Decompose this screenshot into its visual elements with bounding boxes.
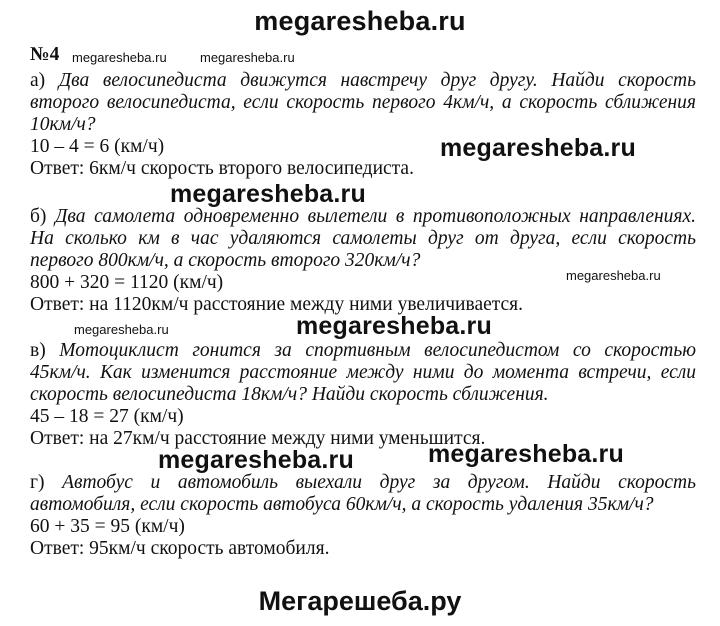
problem-d-answer: Ответ: 95км/ч скорость автомобиля. [30,538,330,559]
problem-b-text-1: Два самолета одновременно вылетели в противоположных направлениях. [55,206,696,227]
problem-c-line-2: 45км/ч. Как изменится расстояние между ними до момента встречи, если [30,362,696,383]
problem-b-line-3: первого 800км/ч, а скорость второго 320км/ч? [30,250,421,271]
problem-d-calc: 60 + 35 = 95 (км/ч) [30,516,185,537]
watermark-big-3: megaresheba.ru [296,312,492,340]
task-number: №4 [30,44,60,65]
footer-site-title: Мегарешеба.ру [258,586,462,616]
problem-c-line-1 [30,340,696,362]
problem-a-answer: Ответ: 6км/ч скорость второго велосипедиста. [30,158,414,179]
problem-c-label: в) [30,340,46,361]
watermark-big-4: megaresheba.ru [158,446,354,474]
problem-a-line-3: 10км/ч? [30,114,96,135]
problem-c-answer: Ответ: на 27км/ч расстояние между ними уменьшится. [30,428,486,449]
problem-d-line-2: автомобиля, если скорость автобуса 60км/ч, а скорость удаления 35км/ч? [30,494,654,515]
problem-a-calc: 10 – 4 = 6 (км/ч) [30,136,165,157]
problem-d-label: г) [30,472,45,493]
problem-b-line-2: На сколько км в час удаляются самолеты друг от друга, если скорость [30,228,696,249]
watermark-big-2: megaresheba.ru [170,180,366,208]
problem-b-calc: 800 + 320 = 1120 (км/ч) [30,272,224,293]
problem-b-answer: Ответ: на 1120км/ч расстояние между ними увеличивается. [30,294,524,315]
problem-c-text-1: Мотоциклист гонится за спортивным велосипедистом со скоростью [59,340,696,361]
watermark-small-1: megaresheba.ru [72,50,167,65]
problem-c-line-3: скорость велосипедиста 18км/ч? Найди скорость сближения. [30,384,549,405]
problem-b-line-1 [30,206,696,228]
watermark-small-3: megaresheba.ru [566,268,661,283]
problem-a-line-2: второго велосипедиста, если скорость первого 4км/ч, а скорость сближения [30,92,696,113]
header-site-title: megaresheba.ru [254,6,466,36]
problem-d-text-1: Автобус и автомобиль выехали друг за другом. Найди скорость [62,472,696,493]
problem-b-label: б) [30,206,47,227]
watermark-big-5: megaresheba.ru [428,440,624,468]
problem-a-line-1 [30,70,696,92]
problem-a-text-1: Два велосипедиста движутся навстречу друг другу. Найди скорость [58,70,697,91]
watermark-small-4: megaresheba.ru [74,322,169,337]
problem-c-calc: 45 – 18 = 27 (км/ч) [30,406,184,427]
problem-d-line-1 [30,472,696,494]
watermark-small-2: megaresheba.ru [200,50,295,65]
problem-a-label: а) [30,70,46,91]
watermark-big-1: megaresheba.ru [440,134,636,162]
